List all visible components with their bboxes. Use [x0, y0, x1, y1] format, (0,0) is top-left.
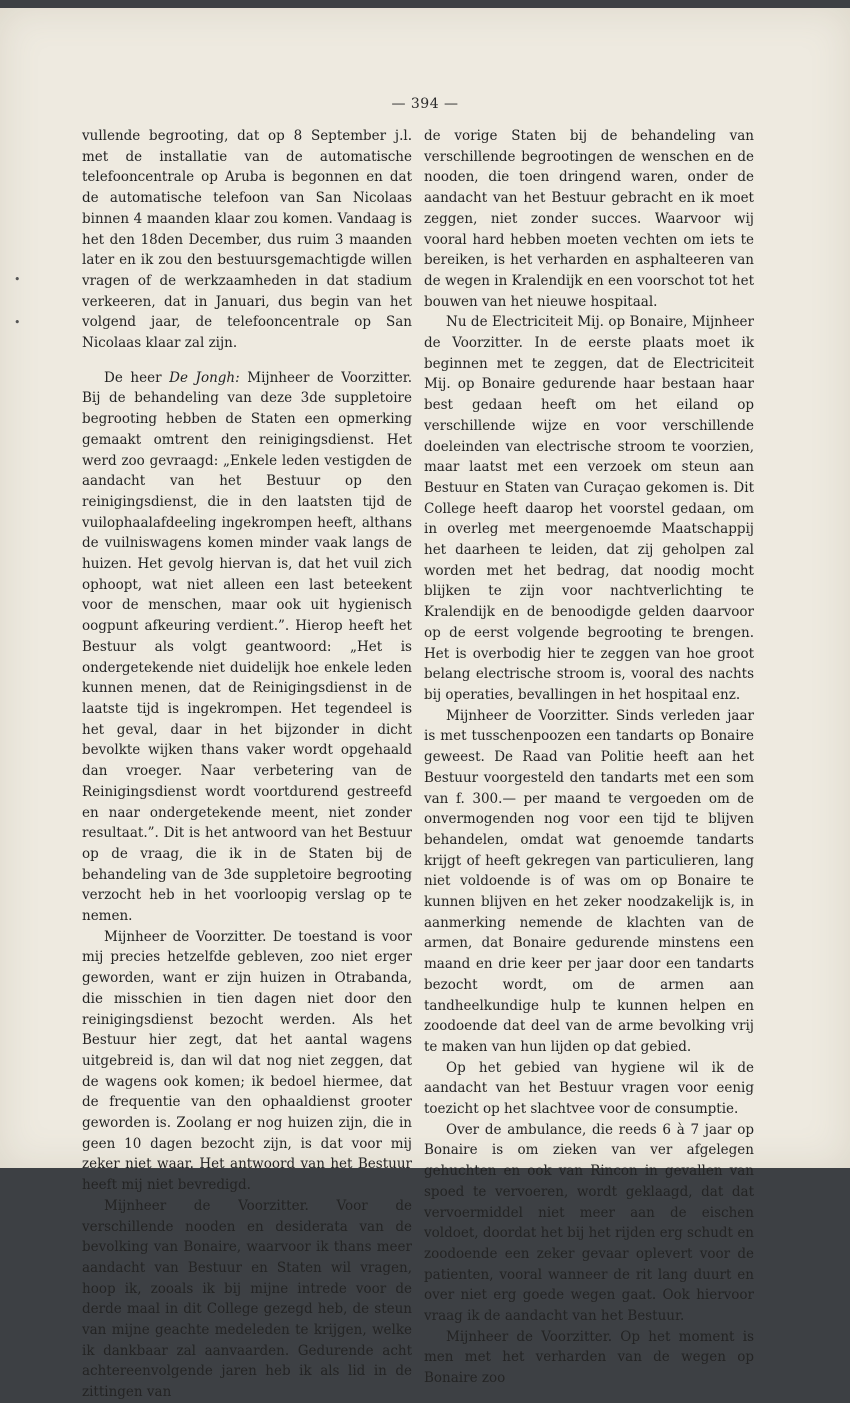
page-number: — 394 —: [391, 96, 459, 112]
speaker-paragraph: [82, 368, 412, 927]
paragraph: Over de ambulance, die reeds 6 à 7 jaar op Bonaire is om zieken van ver afgelegen gehuchten en ook van Rincon in gevallen van spoed te vervoeren, wordt geklaagd, dat dat vervoermiddel niet meer aan de eischen voldoet, doordat het bij het rijden erg schudt en zoodoende een zeker gevaar oplevert voor de patienten, vooral wanneer de rit lang duurt en over niet erg goede wegen gaat. Ook hiervoor vraag ik de aandacht van het Bestuur.: [424, 1121, 754, 1325]
paragraph: Nu de Electriciteit Mij. op Bonaire, Mijnheer de Voorzitter. In de eerste plaats moet ik beginnen met te zeggen, dat de Electriciteit Mij. op Bonaire gedurende haar bestaan haar best gedaan heeft om het eiland op verschillende wijze en voor verschillende doeleinden van electrische stroom te voorzien, maar laatst met een verzoek om steun aan Bestuur en Staten van Curaçao gekomen is. Dit College heeft daarop het voorstel gedaan, om in overleg met meergenoemde Maatschappij het daarheen te leiden, dat zij geholpen zal worden met het bedrag, dat noodig mocht blijken te zijn voor nachtverlichting te Kralendijk en de benoodigde gelden daarvoor op de eerst volgende begrooting te brengen. Het is overbodig hier te zeggen van hoe groot belang electrische stroom is, vooral des nachts bij operaties, bevallingen in het hospitaal enz.: [424, 314, 754, 703]
speaker-lead: De heer: [104, 369, 170, 386]
paragraph-text: Mijnheer de Voorzitter. Bij de behandeling van deze 3de suppletoire begrooting hebben de Staten een opmerking gemaakt omtrent den reinigingsdienst. Het werd zoo gevraagd: „Enkele leden vestigden de aandacht van het Bestuur op den reinigingsdienst, die in den laatsten tijd de vuilophaalafdeeling ingekrompen heeft, althans de vuilniswagens komen minder vaak langs de huizen. Het gevolg hiervan is, dat het vuil zich ophoopt, wat niet alleen een last beteekent voor de menschen, maar ook uit hygienisch oogpunt afkeuring verdient.”. Hierop heeft het Bestuur als volgt geantwoord: „Het is ondergetekende niet duidelijk hoe enkele leden kunnen menen, dat de Reinigingsdienst in de laatste tijd is ingekrompen. Het tegendeel is het geval, daar in het bijzonder in dicht bevolkte wijken thans vaker wordt opgehaald dan vroeger. Naar verbetering van de Reinigingsdienst wordt voortdurend gestreefd en naar ondergetekende meent, niet zonder resultaat.”. Dit is het antwoord van het Bestuur op de vraag, die ik in de Staten bij de behandeling van de 3de suppletoire begrooting verzocht heb in het voorloopig verslag op te nemen.: [82, 369, 412, 925]
margin-mark: •: [14, 316, 21, 329]
left-column: [82, 126, 412, 1403]
document-page: [0, 8, 850, 1401]
paragraph: Mijnheer de Voorzitter. De toestand is voor mij precies hetzelfde gebleven, zoo niet erger geworden, want er zijn huizen in Otrabanda, die misschien in tien dagen niet door den reinigingsdienst bezocht werden. Als het Bestuur hier zegt, dat het aantal wagens uitgebreid is, dan wil dat nog niet zeggen, dat de wagens ook komen; ik bedoel hiermee, dat de frequentie van den ophaaldienst grooter geworden is. Zoolang er nog huizen zijn, die in geen 10 dagen bezocht zijn, is dat voor mij zeker niet waar. Het antwoord van het Bestuur heeft mij niet bevredigd.: [82, 928, 412, 1194]
paragraph: Mijnheer de Voorzitter. Op het moment is men met het verharden van de wegen op Bonaire zoo: [424, 1328, 754, 1387]
margin-mark: •: [14, 273, 21, 286]
right-column: [424, 126, 754, 1389]
speaker-name: De Jongh:: [169, 369, 240, 386]
paragraph: vullende begrooting, dat op 8 September j.l. met de installatie van de automatische telefooncentrale op Aruba is begonnen en dat de automatische telefoon van San Nicolaas binnen 4 maanden klaar zou komen. Vandaag is het den 18den December, dus ruim 3 maanden later en ik zou den bestuursgemachtigde willen vragen of de werkzaamheden in dat stadium verkeeren, dat in Januari, dus begin van het volgend jaar, de telefooncentrale op San Nicolaas klaar zal zijn.: [82, 128, 412, 352]
paragraph: Mijnheer de Voorzitter. Voor de verschillende nooden en desiderata van de bevolking van Bonaire, waarvoor ik thans meer aandacht van Bestuur en Staten wil vragen, hoop ik, zooals ik bij mijne intrede voor de derde maal in dit College gezegd heb, de steun van mijne geachte medeleden te krijgen, welke ik dankbaar zal aanvaarden. Gedurende acht achtereenvolgende jaren heb ik als lid in de zittingen van: [82, 1197, 412, 1401]
paragraph: Mijnheer de Voorzitter. Sinds verleden jaar is met tusschenpoozen een tandarts op Bonaire geweest. De Raad van Politie heeft aan het Bestuur voorgesteld den tandarts met een som van f. 300.— per maand te vergoeden om de onvermogenden nog voor een tijd te blijven behandelen, omdat wat genoemde tandarts krijgt of heeft gekregen van particulieren, lang niet voldoende is of was om op Bonaire te kunnen blijven en het zeker noodzakelijk is, in aanmerking nemende de klachten van de armen, dat Bonaire gedurende minstens een maand en drie keer per jaar door een tandarts bezocht wordt, om de armen aan tandheelkundige hulp te kunnen helpen en zoodoende dat deel van de arme bevolking vrij te maken van hun lijden op dat gebied.: [424, 707, 754, 1055]
paragraph: Op het gebied van hygiene wil ik de aandacht van het Bestuur vragen voor eenig toezicht op het slachtvee voor de consumptie.: [424, 1059, 754, 1118]
paragraph: de vorige Staten bij de behandeling van verschillende begrootingen de wenschen en de nooden, die toen dringend waren, onder de aandacht van het Bestuur gebracht en ik moet zeggen, niet zonder succes. Waarvoor wij vooral hard hebben moeten vechten om iets te bereiken, is het verharden en asphalteeren van de wegen in Kralendijk en een voorschot tot het bouwen van het nieuwe hospitaal.: [424, 128, 754, 310]
